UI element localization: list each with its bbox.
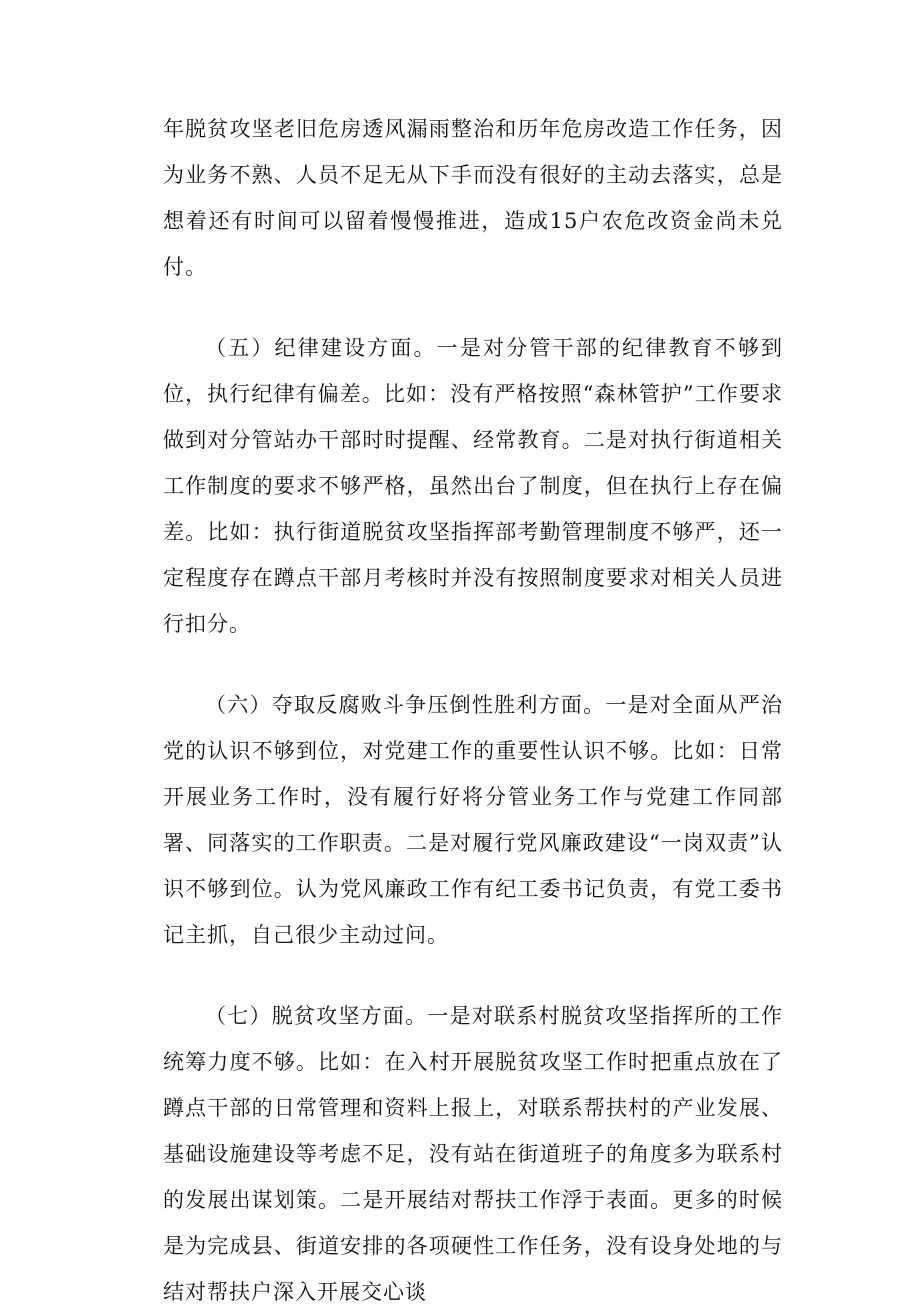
paragraph-discipline: （五）纪律建设方面。一是对分管干部的纪律教育不够到位，执行纪律有偏差。比如：没有严格按照“森林管护”工作要求做到对分管站办干部时时提醒、经常教育。二是对执行街道相关工作制度的要求不够严格，虽然出台了制度，但在执行上存在偏差。比如：执行街道脱贫攻坚指挥部考勤管理制度不够严，还一定程度存在蹲点干部月考核时并没有按照制度要求对相关人员进行扣分。 <box>163 336 783 636</box>
paragraph-housing-task: 年脱贫攻坚老旧危房透风漏雨整治和历年危房改造工作任务，因为业务不熟、人员不足无从下手而没有很好的主动去落实，总是想着还有时间可以留着慢慢推进，造成15户农危改资金尚未兑付。 <box>163 117 783 279</box>
document-body <box>163 106 783 1315</box>
paragraph-anti-corruption: （六）夺取反腐败斗争压倒性胜利方面。一是对全面从严治党的认识不够到位，对党建工作的重要性认识不够。比如：日常开展业务工作时，没有履行好将分管业务工作与党建工作同部署、同落实的工作职责。二是对履行党风廉政建设“一岗双责”认识不够到位。认为党风廉政工作有纪工委书记负责，有党工委书记主抓，自己很少主动过问。 <box>163 693 783 947</box>
paragraph-poverty-alleviation: （七）脱贫攻坚方面。一是对联系村脱贫攻坚指挥所的工作统筹力度不够。比如：在入村开展脱贫攻坚工作时把重点放在了蹲点干部的日常管理和资料上报上，对联系帮扶村的产业发展、基础设施建设等考虑不足，没有站在街道班子的角度多为联系村的发展出谋划策。二是开展结对帮扶工作浮于表面。更多的时候是为完成县、街道安排的各项硬性工作任务，没有设身处地的与结对帮扶户深入开展交心谈 <box>163 1004 783 1304</box>
